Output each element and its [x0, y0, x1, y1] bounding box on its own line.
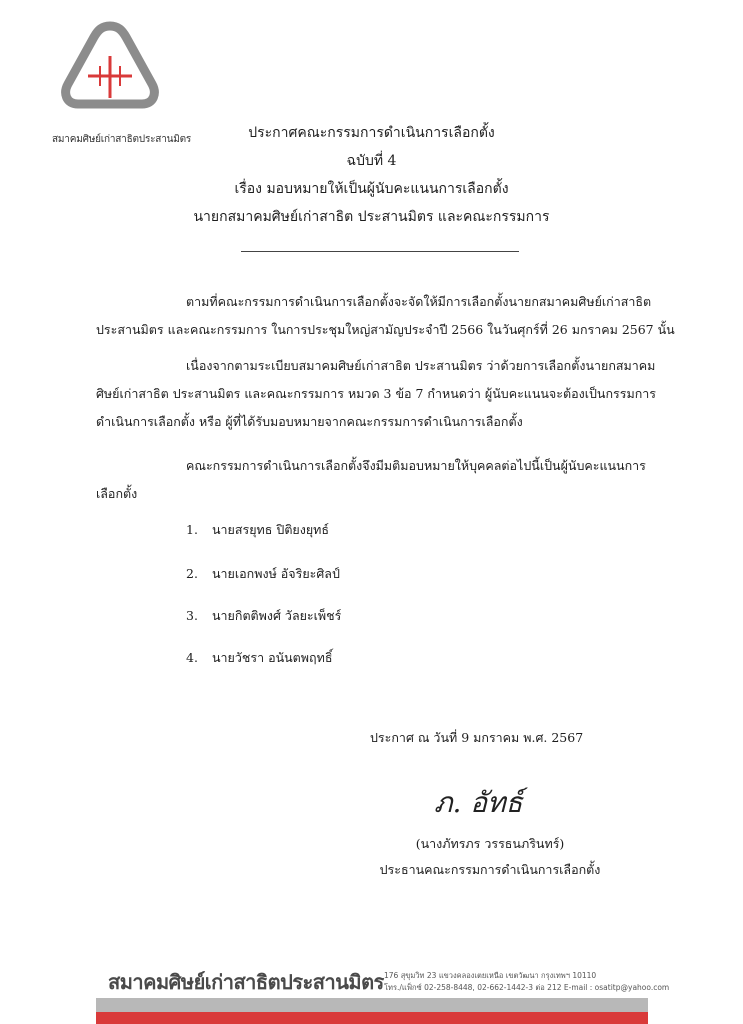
list-item-name: นายเอกพงษ์ อัจริยะศิลป์: [211, 566, 340, 581]
header-subject-detail: นายกสมาคมศิษย์เก่าสาธิต ประสานมิตร และคณะกรรมการ: [193, 209, 550, 225]
paragraph-2-line-2: ศิษย์เก่าสาธิต ประสานมิตร และคณะกรรมการ หมวด 3 ข้อ 7 กำหนดว่า ผู้นับคะแนนจะต้องเป็นกรรมการ: [96, 386, 656, 401]
footer-red-bar: [96, 1012, 648, 1024]
header-issue-number: ฉบับที่ 4: [346, 153, 397, 169]
paragraph-3-line-1: คณะกรรมการดำเนินการเลือกตั้งจึงมีมติมอบหมายให้บุคคลต่อไปนี้เป็นผู้นับคะแนนการ: [186, 458, 646, 473]
list-item-name: นายวัชรา อนันตพฤทธิ์: [211, 650, 333, 665]
header-divider: [241, 251, 519, 252]
footer-contact-block: [384, 970, 669, 994]
signature-text: ภ. อัทธ์: [434, 786, 523, 819]
list-item: [186, 520, 329, 540]
paragraph-3-line-2: เลือกตั้ง: [96, 486, 138, 501]
list-item-number: 2.: [186, 566, 198, 581]
list-item-number: 1.: [186, 522, 198, 537]
association-logo: [52, 20, 192, 145]
list-item-name: นายสรยุทธ ปิติยงยุทธ์: [211, 522, 330, 537]
list-item-number: 4.: [186, 650, 198, 665]
paragraph-2-line-3: ดำเนินการเลือกตั้ง หรือ ผู้ที่ได้รับมอบหมายจากคณะกรรมการดำเนินการเลือกตั้ง: [96, 414, 523, 429]
announcement-date: ประกาศ ณ วันที่ 9 มกราคม พ.ศ. 2567: [370, 730, 584, 745]
list-item: [186, 606, 341, 626]
header-title: ประกาศคณะกรรมการดำเนินการเลือกตั้ง: [248, 125, 495, 141]
header-subject: เรื่อง มอบหมายให้เป็นผู้นับคะแนนการเลือกตั้ง: [234, 181, 509, 197]
footer-org-name: สมาคมศิษย์เก่าสาธิตประสานมิตร: [108, 970, 384, 994]
list-item: [186, 564, 340, 584]
signer-name: (นางภัทรภร วรรธนภรินทร์): [415, 836, 565, 851]
signer-title: ประธานคณะกรรมการดำเนินการเลือกตั้ง: [379, 862, 601, 877]
list-item: [186, 648, 332, 668]
footer-contact: โทร./แฟ็กซ์ 02-258-8448, 02-662-1442-3 ต่อ 212 E-mail : osatitp@yahoo.com: [384, 983, 670, 992]
footer-gray-bar: [96, 998, 648, 1012]
paragraph-2-line-1: เนื่องจากตามระเบียบสมาคมศิษย์เก่าสาธิต ประสานมิตร ว่าด้วยการเลือกตั้งนายกสมาคม: [186, 358, 656, 373]
paragraph-1-line-2: ประสานมิตร และคณะกรรมการ ในการประชุมใหญ่สามัญประจำปี 2566 ในวันศุกร์ที่ 26 มกราคม 2567 นั้น: [96, 322, 675, 337]
list-item-name: นายกิตติพงศ์ วัลยะเพ็ชร์: [211, 608, 342, 623]
triangle-cross-logo-icon: [60, 20, 160, 112]
signature: [430, 776, 540, 826]
logo-text: สมาคมศิษย์เก่าสาธิตประสานมิตร: [52, 134, 192, 145]
list-item-number: 3.: [186, 608, 198, 623]
footer-address: 176 สุขุมวิท 23 แขวงคลองเตยเหนือ เขตวัฒนา กรุงเทพฯ 10110: [384, 971, 597, 980]
paragraph-1-line-1: ตามที่คณะกรรมการดำเนินการเลือกตั้งจะจัดให้มีการเลือกตั้งนายกสมาคมศิษย์เก่าสาธิต: [186, 294, 652, 309]
